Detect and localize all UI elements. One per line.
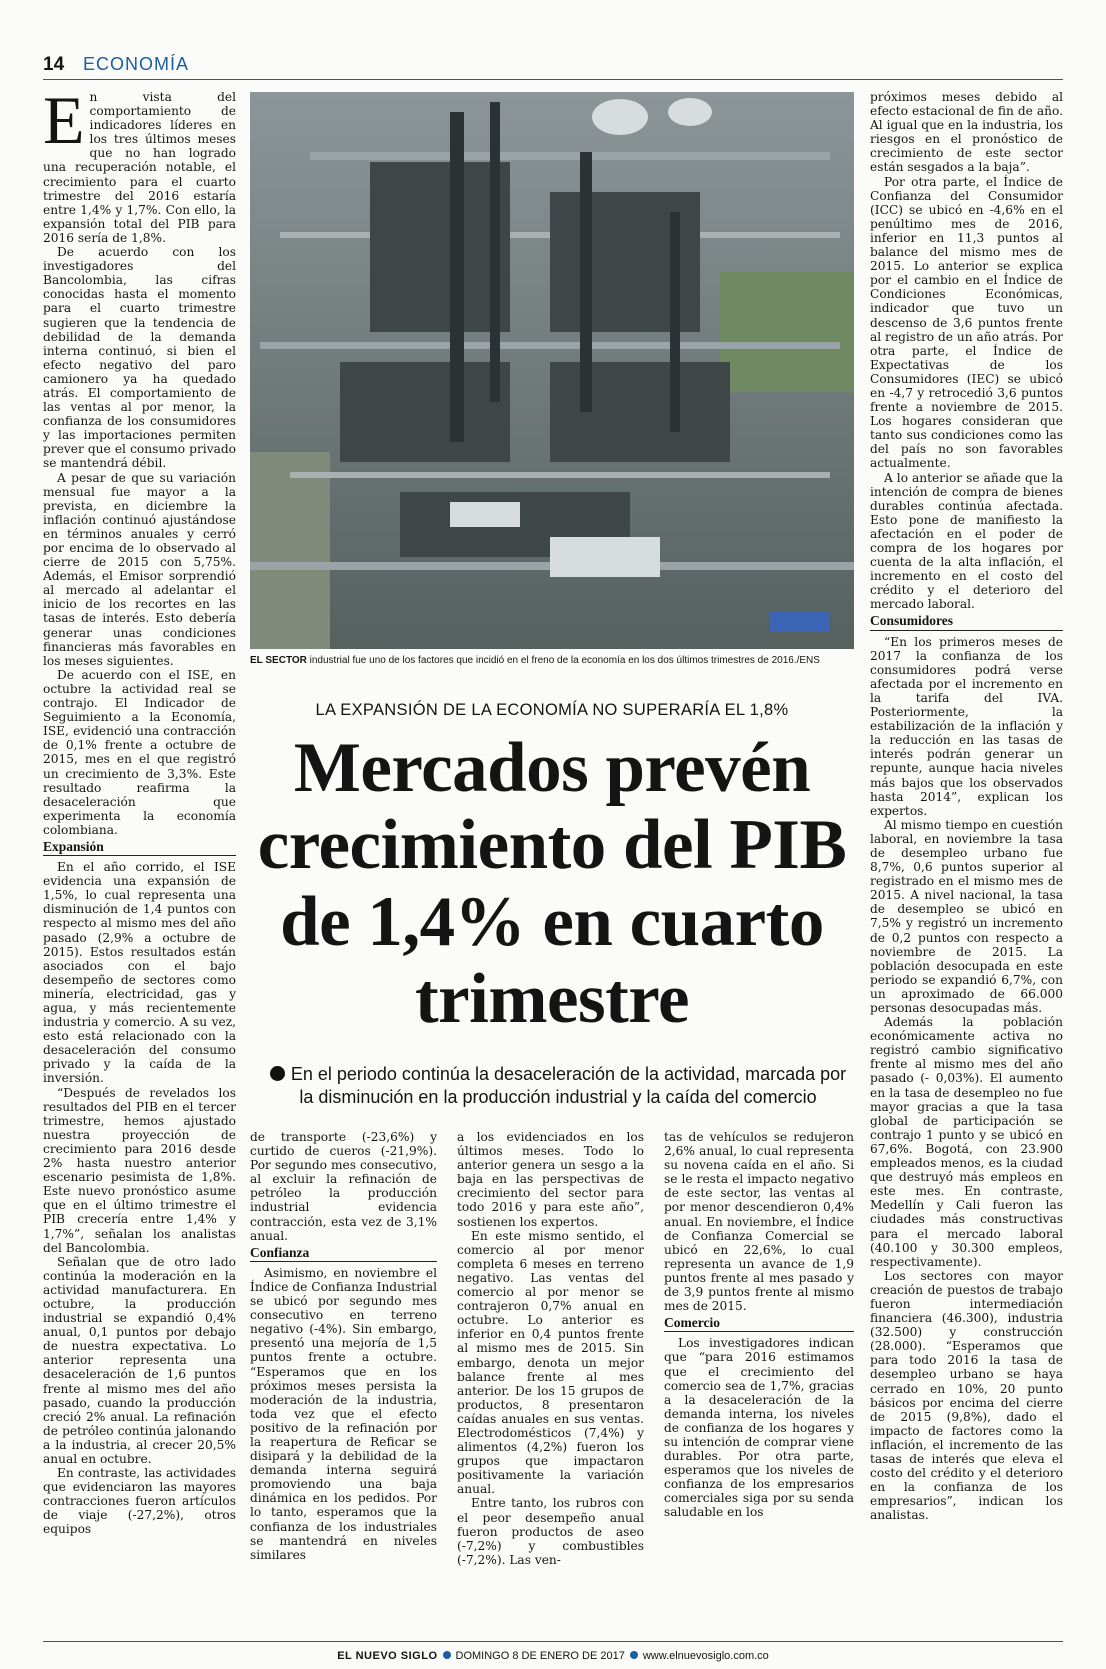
kicker: LA EXPANSIÓN DE LA ECONOMÍA NO SUPERARÍA EL 1,8%	[315, 701, 789, 719]
dot-icon	[443, 1651, 451, 1659]
paragraph: Entre tanto, los rubros con el peor desempeño anual fueron productos de aseo (-7,2%) y combustibles (-7,2%). Las ven-	[457, 1496, 644, 1567]
article-column-3	[457, 1130, 644, 1638]
article-column-1	[43, 90, 236, 1638]
paragraph: En contraste, las actividades que evidenciaron las mayores contracciones fueron artículos de viaje (-27,2%), otros equipos	[43, 1466, 236, 1537]
footer-brand: EL NUEVO SIGLO	[337, 1650, 438, 1662]
paragraph: Señalan que de otro lado continúa la moderación en la actividad manufacturera. En octubre, la producción industrial se expandió 0,4% anual, 0,1 puntos por debajo de nuestra expectativa. Lo anterior representa una desaceleración de 1,6 puntos frente al mismo mes del año pasado, cuando la producción creció 2% anual. La refinación de petróleo continúa jalonando a la industria, al crecer 20,5% anual en octubre.	[43, 1254, 236, 1466]
article-column-5	[870, 90, 1063, 1638]
headline: Mercados prevén crecimiento del PIB de 1,4% en cuarto trimestre	[257, 729, 847, 1038]
photo-caption: EL SECTOR industrial fue uno de los factores que incidió en el freno de la economía en los dos últimos trimestres de 2016./ENS	[250, 655, 820, 666]
paragraph: A lo anterior se añade que la intención de compra de bienes durables continúa afectada. Esto pone de manifiesto la afectación en el poder de compra de los hogares por cuenta de la alta inflación, el incremento en el costo del crédito y el deterioro del mercado laboral.	[870, 470, 1063, 612]
paragraph: Asimismo, en noviembre el Índice de Confianza Industrial se ubicó por segundo mes consecutivo en terreno negativo (-4%). Sin embargo, presentó una mejoría de 1,5 puntos frente a octubre. “Esperamos que en los próximos meses persista la moderación de la industria, toda vez que el efecto positivo de la refinación por la reapertura de Reficar se disipará y la debilidad de la demanda interna seguirá promoviendo una baja dinámica en los pedidos. Por lo tanto, esperamos que la confianza de los industriales se mantendrá en niveles similares	[250, 1265, 437, 1562]
section-label: ECONOMÍA	[83, 54, 190, 74]
paragraph: tas de vehículos se redujeron 2,6% anual, lo cual representa su novena caída en el año. Si se le resta el impacto negativo de este sector, las ventas al por menor descendieron 0,4% anual. En noviembre, el Índice de Confianza Comercial se ubicó en 22,6%, lo cual representa un avance de 1,9 puntos frente al mes pasado y de 3,9 puntos frente al mismo mes de 2015.	[664, 1130, 854, 1314]
footer-url: www.elnuevosiglo.com.co	[642, 1650, 769, 1662]
subhead-comercio: Comercio	[664, 1316, 854, 1332]
footer-rule	[43, 1641, 1063, 1642]
header-rule	[43, 79, 1063, 80]
paragraph: En este mismo sentido, el comercio al por menor completa 6 meses en terreno negativo. Las ventas del comercio al por menor se contrajeron 0,7% anual en octubre. Lo anterior es inferior en 0,4 puntos frente al mismo mes de 2015. Sin embargo, denota un mejor balance frente al mes anterior. De los 15 grupos de productos, 8 presentaron caídas anuales en sus ventas. Electrodomésticos (7,4%) y alimentos (4,2%) fueron los grupos que impactaron positivamente la variación anual.	[457, 1228, 644, 1497]
paragraph: Por otra parte, el Índice de Confianza del Consumidor (ICC) se ubicó en -4,6% en el penúltimo mes de 2016, inferior en 11,3 puntos al balance del mismo mes de 2015. Lo anterior se explica por el cambio en el Índice de Condiciones Económicas, indicador que tuvo un descenso de 3,6 puntos frente al registro de un año atrás. Por otra parte, el Índice de Expectativas de los Consumidores (IEC) se ubicó en -4,7 y retrocedió 3,6 puntos frente a noviembre de 2015. Los hogares consideran que tanto sus condiciones como las del país no son favorables actualmente.	[870, 174, 1063, 471]
footer	[43, 1650, 1063, 1662]
paragraph: En el año corrido, el ISE evidencia una expansión de 1,5%, lo cual representa una disminución de 1,4 puntos con respecto al mismo mes del año pasado (2,9% a octubre de 2015). Estos resultados están asociados con el bajo desempeño de sectores como minería, electricidad, gas y agua, y más recientemente industria y comercio. A su vez, esto está relacionado con la desaceleración del consumo privado y la caída de la inversión.	[43, 860, 236, 1086]
article-column-2	[250, 1130, 437, 1638]
refinery-photo	[250, 92, 854, 649]
paragraph: de transporte (-23,6%) y curtido de cueros (-21,9%). Por segundo mes consecutivo, al excluir la refinación de petróleo la producción industrial evidencia contracción, esta vez de 3,1% anual.	[250, 1130, 437, 1243]
paragraph: A pesar de que su variación mensual fue mayor a la prevista, en diciembre la inflación continuó ajustándose en términos anuales y cerró por encima de lo observado al cierre de 2015 con 5,75%. Además, el Emisor sorprendió al mercado al adelantar el inicio de los recortes en las tasas de interés. Esto debería generar unas condiciones financieras más favorables en los meses siguientes.	[43, 470, 236, 668]
subhead-confianza: Confianza	[250, 1246, 437, 1262]
refinery-photo-icon	[250, 92, 854, 649]
drop-cap: E	[43, 90, 85, 158]
paragraph: Los sectores con mayor creación de puestos de trabajo fueron intermediación financiera (46.300), industria (32.500) y construcción (28.000). “Esperamos que para todo 2016 la tasa de desempleo urbano se haya cerrado en 10%, 20 punto básicos por encima del cierre de 2015 (9,8%), dado el impacto de factores como la inflación, el incremento de las tasas de interés que eleva el costo del crédito y el deterioro en la confianza de los empresarios”, indican los analistas.	[870, 1268, 1063, 1523]
dot-icon	[630, 1651, 638, 1659]
deck: En el periodo continúa la desaceleración de la actividad, marcada por la disminución en la producción industrial y la caída del comercio	[262, 1063, 854, 1109]
paragraph: Los investigadores indican que “para 2016 estimamos que el crecimiento del comercio sea de 1,7%, gracias a la desaceleración de la demanda interna, los niveles de confianza de los hogares y su intención de comprar viene durables. Por otra parte, esperamos que los niveles de confianza de los empresarios comerciales siga por su senda saludable en los	[664, 1336, 854, 1520]
lead-paragraph: En vista del comportamiento de indicadores líderes en los tres últimos meses que no han logrado una recuperación notable, el crecimiento para el cuarto trimestre del 2016 estaría entre 1,4% y 1,7%. Con ello, la expansión total del PIB para 2016 sería de 1,8%.	[43, 90, 236, 245]
paragraph: “Después de revelados los resultados del PIB en el tercer trimestre, hemos ajustado nuestra proyección de crecimiento para 2016 desde 2% hasta nuestro anterior escenario pesimista de 1,8%. Este nuevo pronóstico asume que en el último trimestre el PIB crecería entre 1,4% y 1,7%”, señalan los analistas del Bancolombia.	[43, 1085, 236, 1255]
subhead-expansion: Expansión	[43, 840, 236, 856]
article-column-4	[664, 1130, 854, 1638]
paragraph: a los evidenciados en los últimos meses. Todo lo anterior genera un sesgo a la baja en las perspectivas de crecimiento del sector para todo 2016 y para este año”, sostienen los expertos.	[457, 1130, 644, 1229]
subhead-consumidores: Consumidores	[870, 614, 1063, 630]
paragraph: De acuerdo con los investigadores del Bancolombia, las cifras conocidas hasta el momento para el cuarto trimestre sugieren que la tendencia de debilidad de la demanda interna continuó, si bien el efecto negativo del paro camionero ya ha quedado atrás. El comportamiento de las ventas al por menor, la confianza de los consumidores y las importaciones permiten prever que el consumo privado se mantendrá débil.	[43, 245, 236, 471]
page-number: 14	[43, 54, 65, 75]
bullet-icon	[270, 1066, 285, 1081]
paragraph: “En los primeros meses de 2017 la confianza de los consumidores podrá verse afectada por el incremento en la tarifa del IVA. Posteriormente, la estabilización de la inflación y la reducción en las tasas de interés podrán generar un repunte, aunque hacia niveles más bajos que los observados hasta 2014”, explican los expertos.	[870, 634, 1063, 818]
paragraph: De acuerdo con el ISE, en octubre la actividad real se contrajo. El Indicador de Seguimiento a la Economía, ISE, evidenció una contracción de 0,1% frente a octubre de 2015, mes en el que registró un crecimiento de 3,3%. Este resultado reafirma la desaceleración que experimenta la economía colombiana.	[43, 667, 236, 837]
paragraph: Además la población económicamente activa no registró cambio significativo frente al mismo mes del año pasado (- 0,03%). El aumento en la tasa de desempleo no fue mayor gracias a que la tasa global de participación se contrajo 1 punto y se ubicó en 67,6%. Bogotá, con 23.900 empleados menos, es la ciudad que destruyó más empleos en este mes. En contraste, Medellín y Cali fueron las ciudades más constructivas para el mercado laboral (40.100 y 30.300 empleos, respectivamente).	[870, 1015, 1063, 1269]
paragraph: Al mismo tiempo en cuestión laboral, en noviembre la tasa de desempleo urbano fue 8,7%, 0,6 puntos superior al registrado en el mismo mes de 2015. A nivel nacional, la tasa de desempleo se ubicó en 7,5% y registró un incremento de 0,2 puntos con respecto a noviembre de 2015. La población desocupada en este periodo se expandió 6,7%, con un aproximado de 66.000 personas desocupadas más.	[870, 817, 1063, 1015]
paragraph: próximos meses debido al efecto estacional de fin de año. Al igual que en la industria, los riesgos en el pronóstico de crecimiento de este sector están sesgados a la baja”.	[870, 90, 1063, 175]
footer-date: DOMINGO 8 DE ENERO DE 2017	[455, 1650, 625, 1662]
